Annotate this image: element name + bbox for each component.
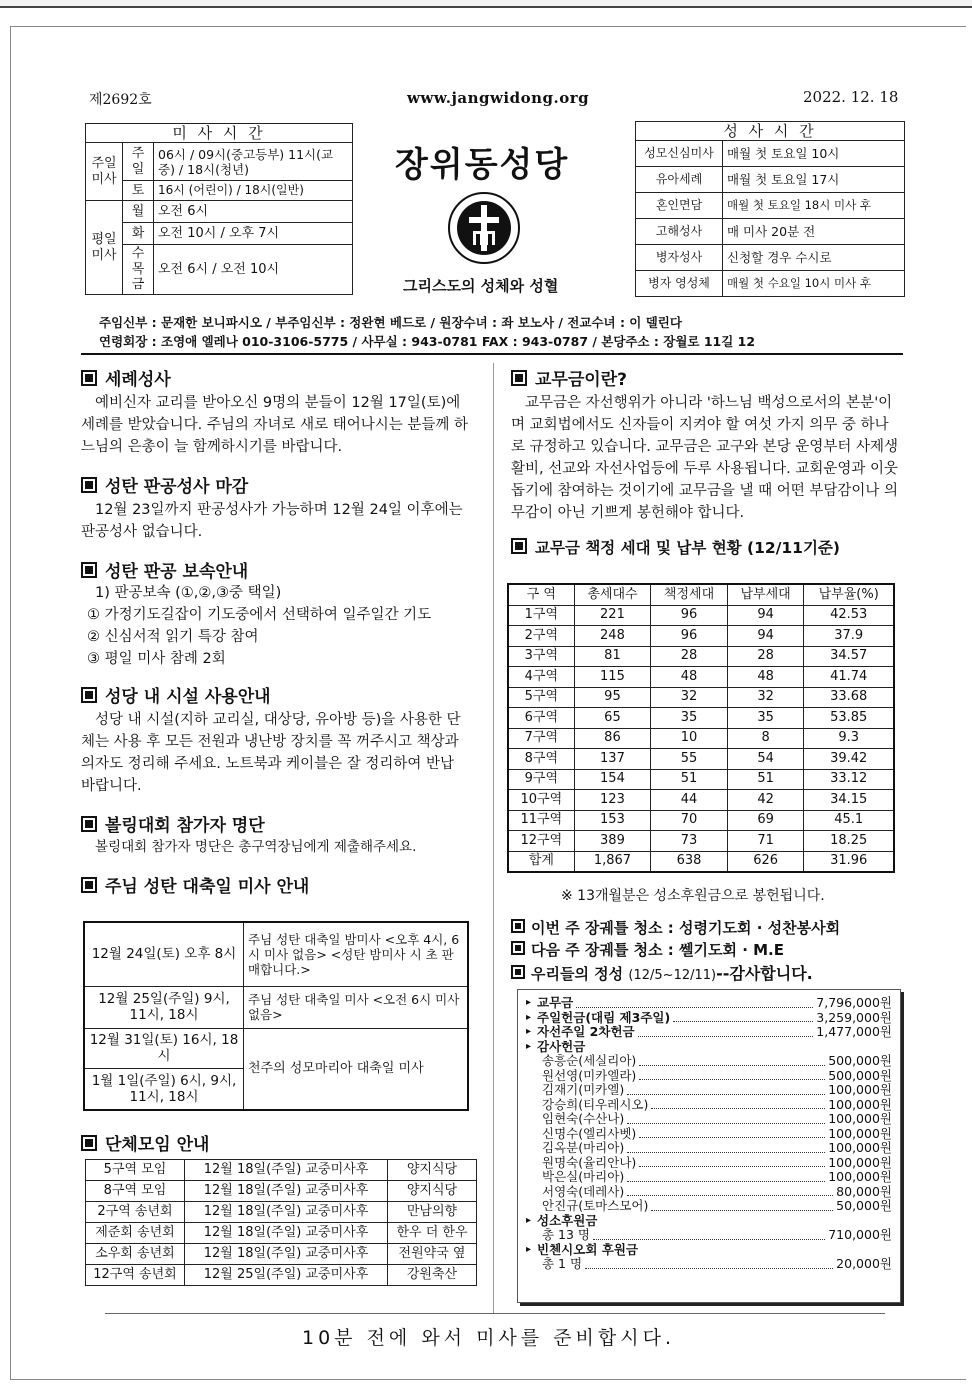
offering-entry <box>526 1228 892 1243</box>
bulletin-page <box>10 26 966 1380</box>
dues-cell: 54 <box>727 749 804 770</box>
dues-cell: 35 <box>727 708 804 729</box>
group-name: 5구역 모임 <box>86 1160 185 1181</box>
offering-list <box>518 990 900 1272</box>
dues-cell: 94 <box>727 605 804 626</box>
dues-cell: 221 <box>574 605 651 626</box>
offering-amount: 100,000원 <box>828 1154 892 1170</box>
website-url: www.jangwidong.org <box>407 89 590 107</box>
header-divider <box>81 353 903 355</box>
offering-title: 우리들의 정성 <box>531 965 624 983</box>
dues-heading <box>511 365 901 390</box>
mass-time: 오전 10시 / 오후 7시 <box>154 223 353 245</box>
square-bullet-icon <box>511 965 525 979</box>
offering-entry <box>526 1170 892 1185</box>
footer-divider <box>105 1313 885 1314</box>
offering-category <box>526 1025 892 1040</box>
dues-cell: 73 <box>651 831 728 852</box>
section-title: 성당 내 시설 사용안내 <box>105 687 271 707</box>
offering-entry <box>526 1112 892 1127</box>
staff-line-2: 연령회장 : 조영애 엘레나 010-3106-5775 / 사무실 : 943-0781 FAX : 943-0787 / 본당주소 : 장월로 11길 12 <box>99 334 756 349</box>
dues-note: ※ 13개월분은 성소후원금으로 봉헌됩니다. <box>561 888 825 904</box>
offering-category <box>526 1214 892 1229</box>
offering-amount: 100,000원 <box>828 1169 892 1184</box>
staff-line-1: 주임신부 : 문재한 보니파시오 / 부주임신부 : 정완현 베드로 / 원장수녀 : 좌 보노사 / 전교수녀 : 이 델린다 <box>99 315 682 330</box>
dues-row <box>508 810 894 831</box>
group-name: 12구역 송년회 <box>86 1265 185 1286</box>
square-bullet-icon <box>81 477 97 493</box>
supplement-heading <box>81 557 471 582</box>
square-bullet-icon <box>511 538 527 554</box>
group-name: 소우회 송년회 <box>86 1244 185 1265</box>
offering-label: 교무금 <box>537 995 574 1010</box>
bowling-text: 볼링대회 참가자 명단은 총구역장님에게 제출해주세요. <box>95 839 417 855</box>
supplement-item: ① 가정기도길잡이 기도중에서 선택하여 일주일간 기도 <box>87 607 432 623</box>
offering-label: 신명수(엘리사벳) <box>542 1125 637 1141</box>
dot-leader <box>639 1079 825 1080</box>
section-title: 교무금 책정 세대 및 납부 현황 (12/11기준) <box>535 539 840 557</box>
dues-cell: 41.74 <box>804 667 894 688</box>
offering-label: 총 1 명 <box>542 1256 583 1271</box>
offering-label: 송흥순(세실리아) <box>542 1053 637 1068</box>
dues-cell: 42 <box>727 790 804 811</box>
dues-cell: 94 <box>727 626 804 647</box>
mass-time: 오전 6시 <box>154 201 353 223</box>
parish-motto: 그리스도의 성체와 성혈 <box>403 277 559 295</box>
offering-label: 성소후원금 <box>537 1212 598 1228</box>
offering-label: 총 13 명 <box>542 1227 591 1242</box>
dues-row <box>508 728 894 749</box>
dues-column-header: 책정세대 <box>651 584 728 605</box>
square-bullet-icon <box>511 919 525 933</box>
dues-cell: 71 <box>727 831 804 852</box>
offering-entry <box>526 1083 892 1098</box>
dues-column-header: 구 역 <box>508 584 574 605</box>
dues-cell: 7구역 <box>508 728 574 749</box>
mass-times-title: 미 사 시 간 <box>86 124 353 143</box>
offering-entry <box>526 1257 892 1272</box>
section-title: 성탄 판공 보속안내 <box>105 562 249 582</box>
dues-cell: 42.53 <box>804 605 894 626</box>
group-place: 양지식당 <box>388 1181 477 1202</box>
sacrament-times-title: 성 사 시 간 <box>636 122 905 141</box>
dues-cell: 153 <box>574 810 651 831</box>
offering-entry <box>526 1054 892 1069</box>
christmas-what: 주님 성탄 대축일 밤미사 <오후 4시, 6시 미사 없음> <성탄 밤미사 시 초 판매합니다.> <box>244 922 469 986</box>
dues-cell: 1,867 <box>574 851 651 872</box>
dues-row <box>508 605 894 626</box>
group-date: 12월 18일(주일) 교중미사후 <box>185 1202 388 1223</box>
dues-cell: 70 <box>651 810 728 831</box>
sacrament-time: 매월 첫 토요일 17시 <box>723 167 905 193</box>
dues-cell: 8 <box>727 728 804 749</box>
footer-message: 10분 전에 와서 미사를 준비합시다. <box>302 1327 675 1349</box>
facility-text: 성당 내 시설(지하 교리실, 대상당, 유아방 등)을 사용한 단체는 사용 후 모든 전원과 냉난방 장치를 꼭 꺼주시고 책상과 의자도 정리해 주세요. 노트북과 케이블은 잘 정리하여 반납 바랍니다. <box>81 712 461 794</box>
dot-leader <box>651 1108 825 1109</box>
dues-cell: 34.15 <box>804 790 894 811</box>
offering-label: 서영숙(데레사) <box>542 1183 625 1199</box>
square-bullet-icon <box>81 562 97 578</box>
dot-leader <box>627 1123 825 1124</box>
square-bullet-icon <box>81 687 97 703</box>
offering-label: 김옥분(마리아) <box>542 1140 625 1155</box>
cleaning-text: 다음 주 장궤틀 청소 : 쎌기도회 · M.E <box>531 941 785 959</box>
offering-entry <box>526 1069 892 1084</box>
group-place: 강원축산 <box>388 1265 477 1286</box>
dues-cell: 626 <box>727 851 804 872</box>
dues-cell: 9구역 <box>508 769 574 790</box>
dues-cell: 4구역 <box>508 667 574 688</box>
dues-cell: 18.25 <box>804 831 894 852</box>
mass-times-box <box>85 123 355 295</box>
dues-row <box>508 626 894 647</box>
offering-amount: 1,477,000원 <box>816 1024 892 1039</box>
square-bullet-icon <box>81 816 97 832</box>
offering-amount: 100,000원 <box>828 1140 892 1155</box>
supplement-item: ③ 평일 미사 참례 2회 <box>87 651 226 667</box>
dues-cell: 96 <box>651 626 728 647</box>
offering-amount: 100,000원 <box>828 1125 892 1141</box>
offering-amount: 100,000원 <box>828 1096 892 1112</box>
dues-cell: 53.85 <box>804 708 894 729</box>
offering-entry <box>526 1127 892 1142</box>
christmas-what: 주님 성탄 대축일 미사 <오전 6시 미사 없음> <box>244 986 469 1028</box>
group-place: 만남의향 <box>388 1202 477 1223</box>
penance-heading <box>81 472 471 497</box>
dues-column-header: 총세대수 <box>574 584 651 605</box>
arrow-bullet-icon: ▸ <box>526 997 532 1008</box>
offering-amount: 7,796,000원 <box>816 995 892 1010</box>
offering-label: 강승희(티우레시오) <box>542 1096 649 1112</box>
issue-number: 제2692호 <box>89 92 152 108</box>
offering-amount: 100,000원 <box>828 1111 892 1126</box>
christmas-mass-table <box>83 921 469 1111</box>
arrow-bullet-icon: ▸ <box>526 1243 532 1255</box>
group-date: 12월 18일(주일) 교중미사후 <box>185 1181 388 1202</box>
dues-cell: 48 <box>651 667 728 688</box>
groups-heading <box>81 1130 209 1155</box>
sacrament-times-table <box>635 121 905 297</box>
dot-leader <box>673 1021 813 1022</box>
sacrament-time: 신청할 경우 수시로 <box>723 245 905 271</box>
dues-cell: 154 <box>574 769 651 790</box>
dot-leader <box>651 1210 833 1211</box>
dues-cell: 96 <box>651 605 728 626</box>
baptism-heading <box>81 365 471 390</box>
dues-cell: 123 <box>574 790 651 811</box>
sacrament-time: 매월 첫 토요일 18시 미사 후 <box>723 193 905 219</box>
offering-label: 원선영(미카엘라) <box>542 1067 637 1083</box>
dues-cell: 33.12 <box>804 769 894 790</box>
dues-cell: 39.42 <box>804 749 894 770</box>
offering-amount: 50,000원 <box>836 1198 892 1213</box>
dot-leader <box>627 1152 825 1153</box>
offering-entry <box>526 1098 892 1113</box>
dues-cell: 65 <box>574 708 651 729</box>
dot-leader <box>639 1065 825 1066</box>
group-date: 12월 25일(주일) 교중미사후 <box>185 1265 388 1286</box>
dues-row <box>508 687 894 708</box>
dues-row <box>508 749 894 770</box>
dues-total-row <box>508 851 894 872</box>
offering-entry <box>526 1141 892 1156</box>
parish-emblem <box>447 191 521 265</box>
offering-amount: 500,000원 <box>828 1053 892 1068</box>
dues-column-header: 납부율(%) <box>804 584 894 605</box>
right-column <box>511 365 901 558</box>
dues-cell: 389 <box>574 831 651 852</box>
cleaning-this-week <box>511 917 840 938</box>
section-title: 주님 성탄 대축일 미사 안내 <box>105 877 310 897</box>
mass-day: 수 목 금 <box>123 245 154 295</box>
dues-cell: 44 <box>651 790 728 811</box>
dot-leader <box>627 1181 825 1182</box>
dues-cell: 33.68 <box>804 687 894 708</box>
viewer-top-bar <box>0 0 972 8</box>
offering-amount: 3,259,000원 <box>816 1009 892 1025</box>
offering-category <box>526 1011 892 1026</box>
group-meetings-table <box>85 1159 477 1286</box>
offering-amount: 500,000원 <box>828 1067 892 1083</box>
group-name: 2구역 송년회 <box>86 1202 185 1223</box>
cleaning-next-week <box>511 939 784 960</box>
weekday-mass-label: 평일 미사 <box>86 201 123 295</box>
facility-heading <box>81 682 471 707</box>
dues-row <box>508 831 894 852</box>
dot-leader <box>639 1166 825 1167</box>
dot-leader <box>593 1239 825 1240</box>
group-place: 양지식당 <box>388 1160 477 1181</box>
dues-status-heading <box>511 536 901 558</box>
dues-row <box>508 790 894 811</box>
sacrament-name: 병자 영성체 <box>636 271 723 297</box>
group-date: 12월 18일(주일) 교중미사후 <box>185 1244 388 1265</box>
arrow-bullet-icon: ▸ <box>526 1040 532 1052</box>
mass-times-table <box>85 123 353 295</box>
arrow-bullet-icon: ▸ <box>526 1214 532 1226</box>
supplement-item: ② 신심서적 읽기 특강 참여 <box>87 629 259 645</box>
dues-cell: 6구역 <box>508 708 574 729</box>
parish-title: 장위동성당 <box>395 145 570 185</box>
group-date: 12월 18일(주일) 교중미사후 <box>185 1223 388 1244</box>
dues-cell: 48 <box>727 667 804 688</box>
sacrament-name: 혼인면담 <box>636 193 723 219</box>
section-title: 성탄 판공성사 마감 <box>105 477 249 497</box>
baptism-text: 예비신자 교리를 받아오신 9명의 분들이 12월 17일(토)에 세례를 받았습니다. 주님의 자녀로 새로 태어나시는 분들께 하느님의 은총이 늘 함께하시기를 바랍니다. <box>81 395 469 455</box>
christmas-when: 12월 31일(토) 16시, 18시 <box>84 1028 244 1068</box>
dues-cell: 3구역 <box>508 646 574 667</box>
offering-category <box>526 1040 892 1055</box>
group-name: 제준회 송년회 <box>86 1223 185 1244</box>
dues-cell: 8구역 <box>508 749 574 770</box>
section-title: 볼링대회 참가자 명단 <box>105 816 265 836</box>
left-column <box>81 365 471 897</box>
dot-leader <box>627 1195 833 1196</box>
mass-day: 주일 <box>123 143 154 181</box>
dues-cell: 137 <box>574 749 651 770</box>
sacrament-name: 유아세례 <box>636 167 723 193</box>
penance-text: 12월 23일까지 판공성사가 가능하며 12월 24일 이후에는 판공성사 없습니다. <box>81 502 463 540</box>
dues-cell: 45.1 <box>804 810 894 831</box>
mass-time: 16시 (어린이) / 18시(일반) <box>154 181 353 201</box>
group-name: 8구역 모임 <box>86 1181 185 1202</box>
square-bullet-icon <box>81 370 97 386</box>
dot-leader <box>576 1007 813 1008</box>
offering-label: 안진규(토마스모어) <box>542 1198 649 1213</box>
offering-category <box>526 996 892 1011</box>
offering-amount: 20,000원 <box>836 1256 892 1271</box>
group-date: 12월 18일(주일) 교중미사후 <box>185 1160 388 1181</box>
mass-time: 오전 6시 / 오전 10시 <box>154 245 353 295</box>
offering-entry <box>526 1156 892 1171</box>
dues-cell: 95 <box>574 687 651 708</box>
dues-cell: 51 <box>651 769 728 790</box>
dues-cell: 11구역 <box>508 810 574 831</box>
dues-cell: 2구역 <box>508 626 574 647</box>
dues-table-body <box>508 605 894 872</box>
offering-label: 주일헌금(대림 제3주일) <box>537 1009 671 1025</box>
dues-cell: 37.9 <box>804 626 894 647</box>
dues-cell: 69 <box>727 810 804 831</box>
offering-label: 임현숙(수산나) <box>542 1111 625 1126</box>
section-title: 단체모임 안내 <box>105 1135 210 1155</box>
dues-cell: 합계 <box>508 851 574 872</box>
offering-amount: 80,000원 <box>836 1183 892 1199</box>
group-place: 전원약국 옆 <box>388 1244 477 1265</box>
christmas-heading <box>81 872 471 897</box>
offering-amount: 100,000원 <box>828 1082 892 1097</box>
dues-cell: 10 <box>651 728 728 749</box>
christmas-what: 천주의 성모마리아 대축일 미사 <box>244 1028 469 1110</box>
dot-leader <box>585 1268 833 1269</box>
sacrament-name: 성모신심미사 <box>636 141 723 167</box>
cleaning-text: 이번 주 장궤틀 청소 : 성령기도회 · 성찬봉사회 <box>531 919 841 937</box>
square-bullet-icon <box>511 941 525 955</box>
sunday-mass-label: 주일 미사 <box>86 143 123 201</box>
christmas-when: 12월 25일(주일) 9시, 11시, 18시 <box>84 986 244 1028</box>
offering-heading <box>511 961 813 984</box>
dues-cell: 10구역 <box>508 790 574 811</box>
dues-cell: 248 <box>574 626 651 647</box>
bowling-heading <box>81 811 471 836</box>
dot-leader <box>627 1094 825 1095</box>
offering-entry <box>526 1199 892 1214</box>
dot-leader <box>638 1036 814 1037</box>
dues-cell: 9.3 <box>804 728 894 749</box>
dues-cell: 28 <box>651 646 728 667</box>
sacrament-time: 매월 첫 토요일 10시 <box>723 141 905 167</box>
dues-cell: 12구역 <box>508 831 574 852</box>
dues-column-header: 납부세대 <box>727 584 804 605</box>
arrow-bullet-icon: ▸ <box>526 1026 532 1037</box>
offering-box <box>517 989 901 1303</box>
section-title: 교무금이란? <box>535 370 627 390</box>
offering-label: 박은실(마리아) <box>542 1169 625 1184</box>
dues-cell: 1구역 <box>508 605 574 626</box>
issue-date: 2022. 12. 18 <box>803 88 899 106</box>
dues-cell: 81 <box>574 646 651 667</box>
dues-cell: 28 <box>727 646 804 667</box>
section-title: 세례성사 <box>105 370 171 390</box>
dues-status-table <box>507 583 895 873</box>
dues-cell: 638 <box>651 851 728 872</box>
mass-day: 화 <box>123 223 154 245</box>
mass-day: 월 <box>123 201 154 223</box>
offering-label: 감사헌금 <box>537 1038 586 1054</box>
supplement-item: 1) 판공보속 (①,②,③중 택일) <box>95 585 282 601</box>
dot-leader <box>639 1137 825 1138</box>
group-place: 한우 더 한우 <box>388 1223 477 1244</box>
sacrament-name: 병자성사 <box>636 245 723 271</box>
dues-cell: 32 <box>727 687 804 708</box>
dues-row <box>508 708 894 729</box>
dues-row <box>508 769 894 790</box>
offering-entry <box>526 1185 892 1200</box>
square-bullet-icon <box>81 877 97 893</box>
dues-row <box>508 667 894 688</box>
column-divider <box>493 363 494 1313</box>
mass-time: 06시 / 09시(중고등부) 11시(교중) / 18시(청년) <box>154 143 353 181</box>
offering-label: 원명숙(율리안나) <box>542 1154 637 1170</box>
dues-cell: 86 <box>574 728 651 749</box>
dues-cell: 34.57 <box>804 646 894 667</box>
dues-row <box>508 646 894 667</box>
offering-category <box>526 1243 892 1258</box>
sacrament-name: 고해성사 <box>636 219 723 245</box>
dues-text: 교무금은 자선행위가 아니라 '하느님 백성으로서의 본분'이며 교회법에서도 신자들이 지켜야 할 여섯 가지 의무 중 하나로 규정하고 있습니다. 교무금은 교구와 본당 운영부터 사제생활비, 선교와 자선사업등에 두루 사용됩니다. 교회운영과 이웃돕기에 참여하는 것이기에 교무금을 낼 때 어떤 부담감이나 의무감이 아닌 기쁘게 봉헌해야 합니다. <box>511 395 899 521</box>
dues-cell: 32 <box>651 687 728 708</box>
christmas-when: 1월 1일(주일) 6시, 9시, 11시, 18시 <box>84 1068 244 1110</box>
offering-thanks: --감사합니다. <box>716 964 813 983</box>
dues-cell: 31.96 <box>804 851 894 872</box>
offering-label: 빈첸시오회 후원금 <box>537 1241 638 1257</box>
square-bullet-icon <box>81 1135 97 1151</box>
dues-cell: 35 <box>651 708 728 729</box>
dues-cell: 115 <box>574 667 651 688</box>
dues-cell: 55 <box>651 749 728 770</box>
arrow-bullet-icon: ▸ <box>526 1011 532 1023</box>
offering-label: 자선주일 2차헌금 <box>537 1024 635 1039</box>
sacrament-time: 매 미사 20분 전 <box>723 219 905 245</box>
offering-label: 김재기(미카엘) <box>542 1082 625 1097</box>
dues-header-row <box>508 584 894 605</box>
dues-cell: 51 <box>727 769 804 790</box>
offering-period: (12/5~12/11) <box>628 968 717 983</box>
sacrament-times-box <box>635 121 907 297</box>
sacrament-time: 매월 첫 수요일 10시 미사 후 <box>723 271 905 297</box>
offering-amount: 710,000원 <box>828 1227 892 1242</box>
square-bullet-icon <box>511 370 527 386</box>
dues-cell: 5구역 <box>508 687 574 708</box>
christmas-when: 12월 24일(토) 오후 8시 <box>84 922 244 986</box>
mass-day: 토 <box>123 181 154 201</box>
